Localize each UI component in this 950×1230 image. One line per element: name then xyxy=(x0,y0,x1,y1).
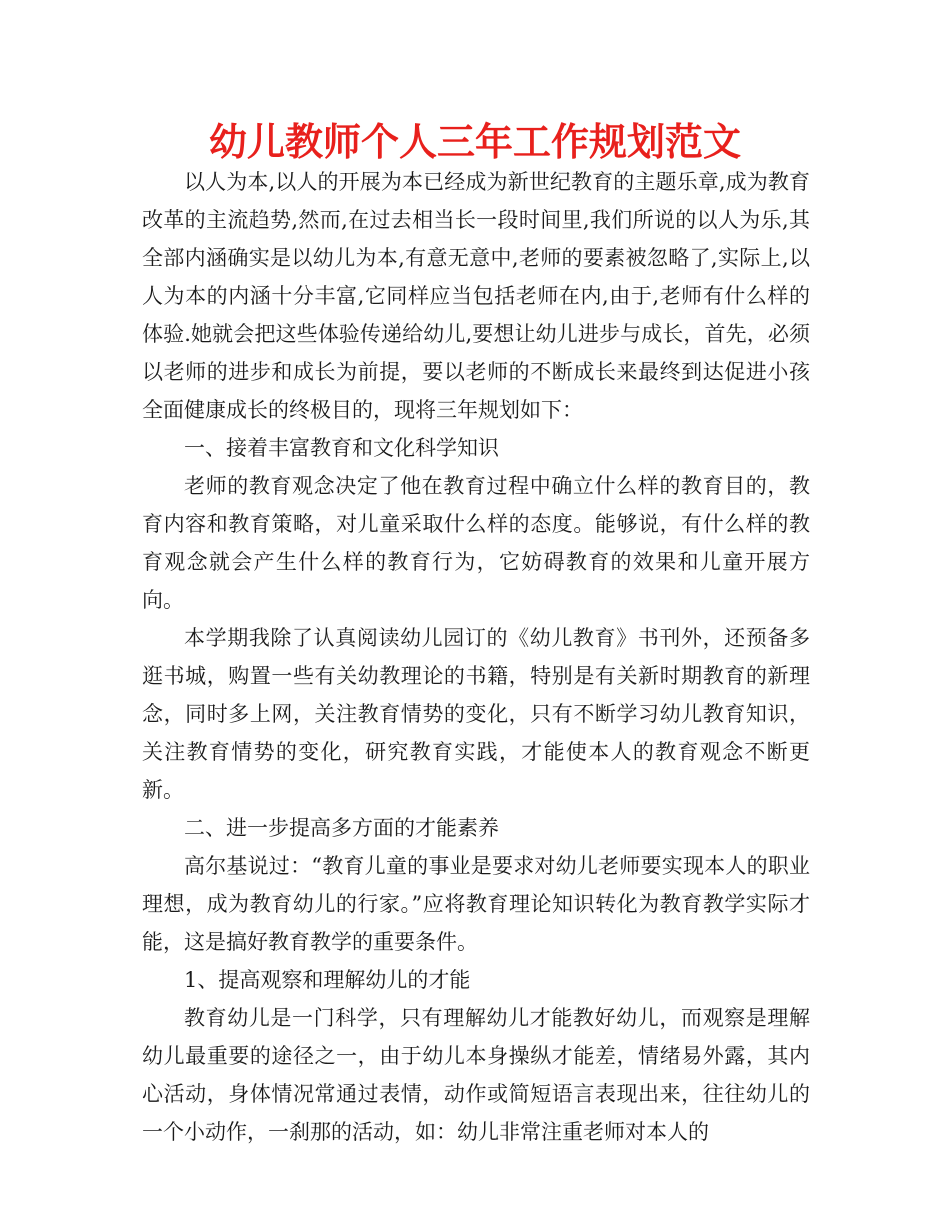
section-heading-2: 二、进一步提高多方面的才能素养 xyxy=(184,816,499,840)
paragraph-intro: 以人为本,以人的开展为本已经成为新世纪教育的主题乐章,成为教育改革的主流趋势,然而,在过去相当长一段时间里,我们所说的以人为乐,其全部内涵确实是以幼儿为本,有意无意中,老师的要素被忽略了,实际上,以人为本的内涵十分丰富,它同样应当包括老师在内,由于,老师有什么样的体验.她就会把这些体验传递给幼儿,要想让幼儿进步与成长，首先，必须以老师的进步和成长为前提，要以老师的不断成长来最终到达促进小孩全面健康成长的终极目的，现将三年规划如下： xyxy=(142,170,810,422)
document-title: 幼儿教师个人三年工作规划范文 xyxy=(208,120,741,164)
paragraph-observation: 教育幼儿是一门科学，只有理解幼儿才能教好幼儿，而观察是理解幼儿最重要的途径之一，由于幼儿本身操纵才能差，情绪易外露，其内心活动，身体情况常通过表情，动作或简短语言表现出来，往往幼儿的一个小动作，一刹那的活动，如：幼儿非常注重老师对本人的 xyxy=(142,1006,810,1144)
paragraph-education-concept: 老师的教育观念决定了他在教育过程中确立什么样的教育目的，教育内容和教育策略，对儿童采取什么样的态度。能够说，有什么样的教育观念就会产生什么样的教育行为，它妨碍教育的效果和儿童开展方向。 xyxy=(142,474,810,612)
subsection-heading-1: 1、提高观察和理解幼儿的才能 xyxy=(184,968,471,992)
section-heading-1: 一、接着丰富教育和文化科学知识 xyxy=(184,436,499,460)
document-body xyxy=(142,163,810,1151)
paragraph-gorky-quote: 高尔基说过：“教育儿童的事业是要求对幼儿老师要实现本人的职业理想，成为教育幼儿的行家。”应将教育理论知识转化为教育教学实际才能，这是搞好教育教学的重要条件。 xyxy=(142,854,810,954)
paragraph-study-plan: 本学期我除了认真阅读幼儿园订的《幼儿教育》书刊外，还预备多逛书城，购置一些有关幼教理论的书籍，特别是有关新时期教育的新理念，同时多上网，关注教育情势的变化，只有不断学习幼儿教育知识，关注教育情势的变化，研究教育实践，才能使本人的教育观念不断更新。 xyxy=(142,626,810,802)
